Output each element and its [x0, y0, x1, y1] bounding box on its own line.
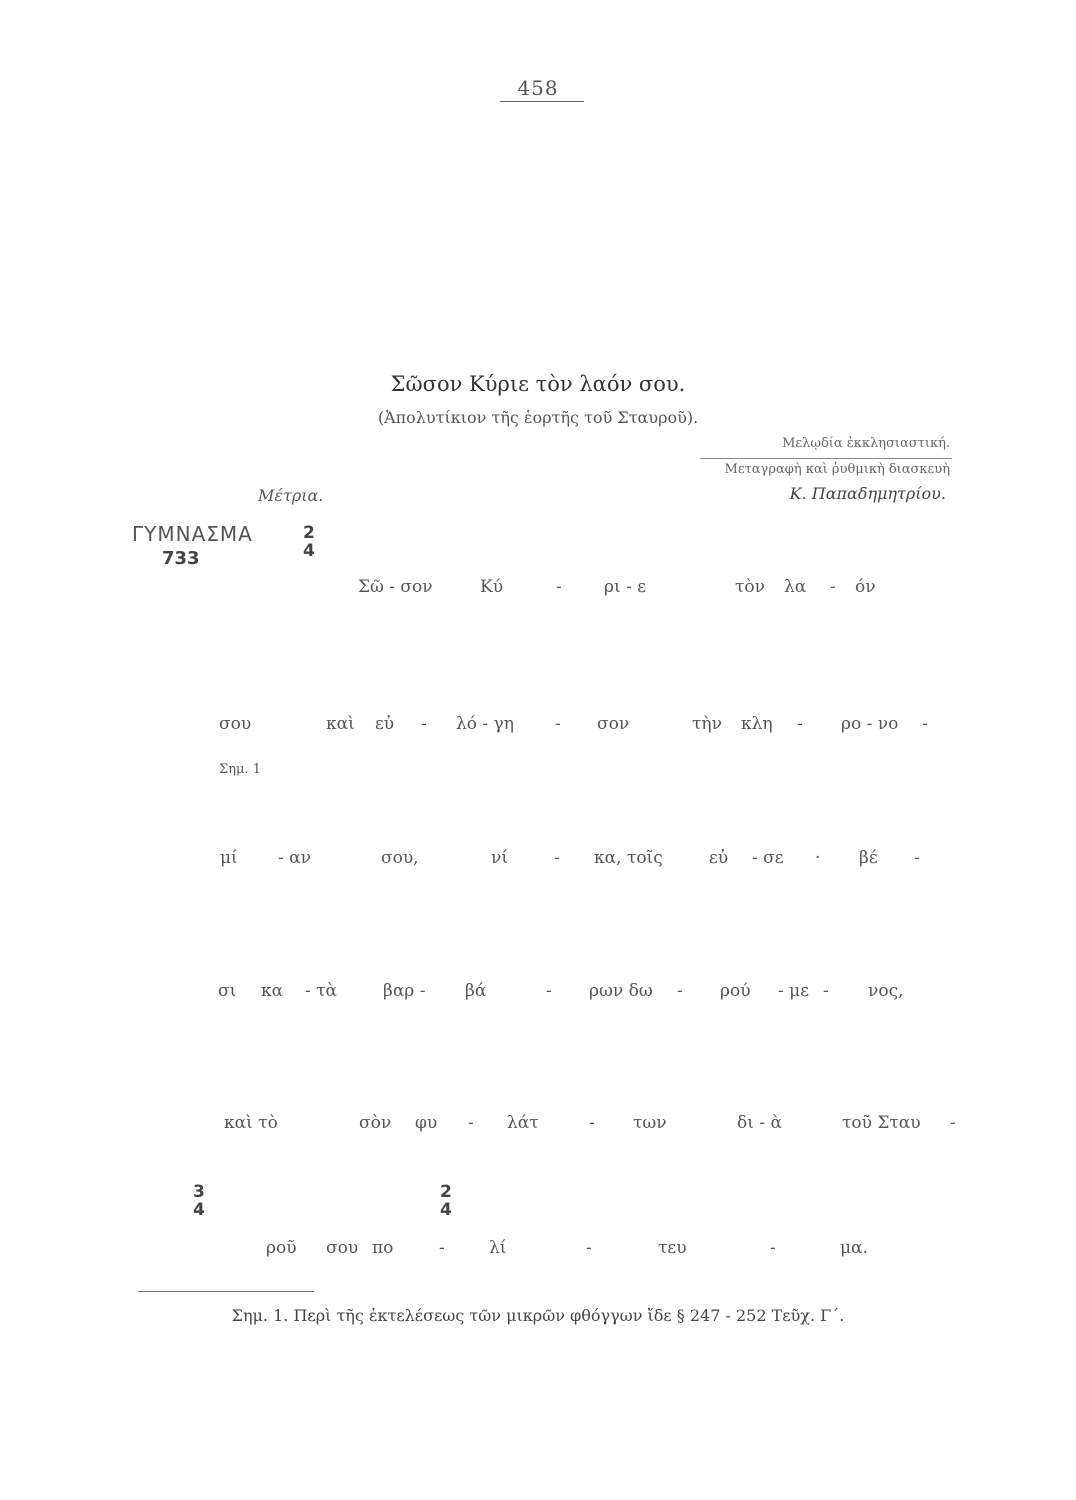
lyric-syllable: ρού: [720, 981, 751, 1001]
lyric-syllable: - σε: [752, 848, 784, 868]
lyric-syllable: λί: [489, 1238, 507, 1258]
lyric-syllable: σου: [219, 714, 252, 734]
time-signature-denominator: 4: [440, 1200, 452, 1220]
lyric-syllable: -: [546, 981, 552, 1001]
lyric-syllable: φυ: [415, 1113, 438, 1133]
lyric-syllable: νί: [491, 848, 508, 868]
lyric-syllable: -: [770, 1238, 776, 1258]
hymn-subtitle: (Ἀπολυτίκιον τῆς ἑορτῆς τοῦ Σταυροῦ).: [377, 408, 699, 427]
lyric-syllable: νος,: [868, 981, 904, 1001]
lyric-syllable: μί: [220, 848, 238, 868]
lyric-syllable: - με: [778, 981, 810, 1001]
lyric-syllable: δι - ὰ: [737, 1113, 782, 1133]
lyric-syllable: - τὰ: [305, 981, 338, 1001]
time-signature-numerator: 2: [440, 1182, 452, 1202]
lyric-syllable: -: [823, 981, 829, 1001]
credit-rule: [700, 458, 952, 459]
lyric-syllable: -: [914, 848, 920, 868]
time-signature: [303, 524, 315, 560]
lyric-syllable: των: [633, 1113, 667, 1133]
lyric-syllable: μα.: [840, 1238, 868, 1258]
footnote-marker: Σημ. 1: [219, 762, 261, 777]
melody-credit: Μελῳδία ἐκκλησιαστική.: [782, 436, 950, 451]
lyric-syllable: -: [555, 714, 561, 734]
lyric-syllable: Σῶ - σον: [358, 577, 433, 597]
lyric-syllable: - αν: [278, 848, 311, 868]
lyric-syllable: εὐ: [375, 714, 395, 734]
lyric-syllable: σου,: [381, 848, 419, 868]
exercise-label: ΓΥΜΝΑΣΜΑ: [132, 522, 253, 546]
lyric-syllable: λα: [784, 577, 807, 597]
page-number: 458: [517, 76, 559, 100]
time-signature-numerator: 2: [303, 523, 315, 543]
lyric-syllable: βαρ -: [383, 981, 426, 1001]
lyric-syllable: πο: [372, 1238, 394, 1258]
footnote: Σημ. 1. Περὶ τῆς ἐκτελέσεως τῶν μικρῶν φθόγγων ἴδε § 247 - 252 Τεῦχ. Γ΄.: [231, 1306, 845, 1325]
lyric-syllable: κα, τοῖς: [594, 848, 663, 868]
lyric-syllable: τὸν: [735, 577, 765, 597]
lyric-syllable: τευ: [658, 1238, 687, 1258]
lyric-syllable: τὴν: [692, 714, 722, 734]
lyric-syllable: λό - γη: [456, 714, 514, 734]
lyric-syllable: βά: [465, 981, 487, 1001]
page-number-rule: [500, 101, 584, 102]
arranger-name: Κ. Παπαδημητρίου.: [789, 484, 946, 503]
lyric-syllable: -: [421, 714, 427, 734]
lyric-syllable: σι: [218, 981, 237, 1001]
lyric-syllable: βέ: [859, 848, 878, 868]
lyric-syllable: ρι - ε: [604, 577, 647, 597]
lyric-syllable: ·: [815, 848, 821, 868]
lyric-syllable: λάτ: [507, 1113, 539, 1133]
lyric-syllable: σον: [597, 714, 630, 734]
lyric-syllable: κλη: [741, 714, 773, 734]
lyric-syllable: -: [950, 1113, 956, 1133]
lyric-syllable: -: [922, 714, 928, 734]
exercise-number: 733: [162, 548, 200, 569]
time-signature-denominator: 4: [193, 1200, 205, 1220]
lyric-syllable: ρο - νο: [841, 714, 899, 734]
lyric-syllable: κα: [261, 981, 284, 1001]
lyric-syllable: όν: [855, 577, 876, 597]
lyric-syllable: -: [830, 577, 836, 597]
lyric-syllable: εὐ: [709, 848, 729, 868]
hymn-title: Σῶσον Κύριε τὸν λαόν σου.: [390, 372, 686, 396]
lyric-syllable: -: [468, 1113, 474, 1133]
tempo-marking: Μέτρια.: [258, 486, 324, 505]
lyric-syllable: ρων δω: [589, 981, 653, 1001]
lyric-syllable: τοῦ Σταυ: [842, 1113, 921, 1133]
time-signature-denominator: 4: [303, 541, 315, 561]
time-signature: [193, 1183, 205, 1219]
lyric-syllable: Κύ: [480, 577, 504, 597]
lyric-syllable: σου: [326, 1238, 359, 1258]
lyric-syllable: -: [586, 1238, 592, 1258]
lyric-syllable: -: [589, 1113, 595, 1133]
time-signature-numerator: 3: [193, 1182, 205, 1202]
lyric-syllable: -: [554, 848, 560, 868]
lyric-syllable: -: [677, 981, 683, 1001]
lyric-syllable: -: [797, 714, 803, 734]
time-signature: [440, 1183, 452, 1219]
lyric-syllable: καὶ τὸ: [224, 1113, 278, 1133]
lyric-syllable: σὸν: [359, 1113, 392, 1133]
lyric-syllable: καὶ: [326, 714, 355, 734]
transcription-credit: Μεταγραφὴ καὶ ῥυθμικὴ διασκευὴ: [724, 462, 950, 477]
lyric-syllable: -: [556, 577, 562, 597]
lyric-syllable: -: [439, 1238, 445, 1258]
lyric-syllable: ροῦ: [266, 1238, 297, 1258]
footnote-rule: [138, 1291, 314, 1292]
